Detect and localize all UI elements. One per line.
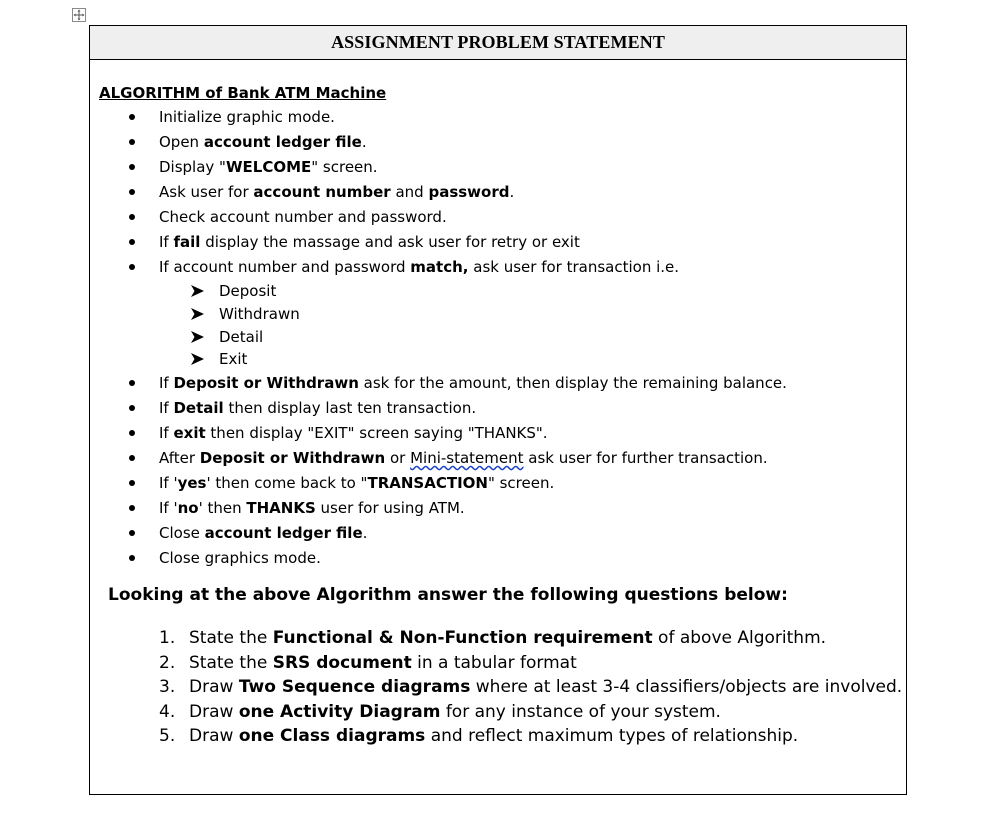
text-run: Draw <box>189 677 239 697</box>
text-run: Deposit <box>219 282 277 300</box>
question-item <box>90 700 902 725</box>
bullet-dot-icon <box>129 189 135 195</box>
bold-text: fail <box>173 233 201 251</box>
text-run: . <box>361 133 367 151</box>
text-run: display the massage and ask user for retry or exit <box>200 233 580 251</box>
sub-list-item <box>90 280 787 303</box>
bullet-dot-icon <box>129 480 135 486</box>
bold-text: account number <box>253 183 391 201</box>
text-run: then display last ten transaction. <box>223 399 477 418</box>
bullet-dot-icon <box>129 114 135 120</box>
bullet-dot-icon <box>129 264 135 270</box>
arrowhead-bullet-icon <box>190 326 206 348</box>
bold-text: TRANSACTION <box>367 474 488 493</box>
text-run: . <box>362 524 368 543</box>
text-run: Draw <box>189 726 239 746</box>
bold-text: no <box>177 499 199 518</box>
bold-text: exit <box>173 424 206 443</box>
list-item <box>90 155 787 180</box>
question-item <box>90 724 902 749</box>
bold-text: THANKS <box>246 499 316 518</box>
bullet-dot-icon <box>129 430 135 436</box>
algorithm-steps-list <box>90 105 787 571</box>
list-item <box>90 396 787 421</box>
text-run: Draw <box>189 701 239 722</box>
bullet-dot-icon <box>129 164 135 170</box>
text-run: Exit <box>219 350 248 369</box>
questions-heading: Looking at the above Algorithm answer the following questions below: <box>108 585 788 605</box>
spellcheck-text: Mini-statement <box>410 449 524 468</box>
text-run: where at least 3-4 classifiers/objects are involved. <box>470 677 903 697</box>
list-item <box>90 421 787 446</box>
list-item <box>90 371 787 396</box>
bold-text: Deposit or Withdrawn <box>173 374 359 393</box>
text-run: If <box>159 399 174 418</box>
bold-text: Deposit or Withdrawn <box>199 449 386 468</box>
bullet-dot-icon <box>129 530 135 536</box>
list-item <box>90 205 787 230</box>
text-run: user for using ATM. <box>315 499 465 518</box>
bold-text: account ledger file <box>204 524 363 543</box>
question-number: 5. <box>159 726 176 746</box>
bullet-dot-icon <box>129 405 135 411</box>
text-run: Detail <box>219 327 264 346</box>
bullet-dot-icon <box>129 380 135 386</box>
text-run: After <box>159 449 200 468</box>
bold-text: Functional & Non-Function requirement <box>272 628 653 648</box>
bold-text: WELCOME <box>225 158 312 176</box>
text-run: If <box>159 233 174 251</box>
assignment-table <box>89 25 907 795</box>
bold-text: Detail <box>173 399 224 418</box>
sub-list-item <box>90 326 787 349</box>
page-title: ASSIGNMENT PROBLEM STATEMENT <box>331 32 665 52</box>
text-run: ask user for further transaction. <box>523 449 768 468</box>
question-item <box>90 675 902 700</box>
text-run: Initialize graphic mode. <box>159 108 335 126</box>
algorithm-title: ALGORITHM of Bank ATM Machine <box>99 84 387 102</box>
bold-text: one Activity Diagram <box>238 701 441 722</box>
table-move-handle-icon[interactable] <box>72 8 86 22</box>
text-run: of above Algorithm. <box>652 628 827 648</box>
bullet-dot-icon <box>129 239 135 245</box>
list-item <box>90 105 787 130</box>
bullet-dot-icon <box>129 455 135 461</box>
text-run: or <box>385 449 411 468</box>
question-number: 2. <box>159 652 176 673</box>
arrowhead-bullet-icon <box>190 303 206 325</box>
text-run: State the <box>189 652 273 673</box>
text-run: ask for the amount, then display the remaining balance. <box>358 374 787 393</box>
text-run: ask user for transaction i.e. <box>468 258 680 276</box>
text-run: State the <box>189 628 273 648</box>
bold-text: SRS document <box>272 652 412 673</box>
text-run: Withdrawn <box>219 304 300 323</box>
bold-text: yes <box>177 474 207 493</box>
question-item <box>90 651 902 676</box>
text-run: If ' <box>159 499 178 518</box>
bold-text: match, <box>410 258 469 276</box>
list-item <box>90 496 787 521</box>
text-run: . <box>509 183 515 201</box>
sub-list-item <box>90 303 787 326</box>
text-run: Display " <box>159 158 226 176</box>
list-item <box>90 230 787 255</box>
text-run: ' then come back to " <box>206 474 368 493</box>
bullet-dot-icon <box>129 555 135 561</box>
text-run: Check account number and password. <box>159 208 447 226</box>
bold-text: account ledger file <box>203 133 362 151</box>
bold-text: password <box>428 183 510 201</box>
arrowhead-bullet-icon <box>190 280 206 302</box>
text-run: and reflect maximum types of relationship. <box>425 726 799 746</box>
text-run: Close <box>159 524 205 543</box>
bullet-dot-icon <box>129 139 135 145</box>
arrowhead-bullet-icon <box>190 348 206 370</box>
question-number: 3. <box>159 677 176 697</box>
list-item <box>90 255 787 280</box>
text-run: for any instance of your system. <box>440 701 721 722</box>
text-run: If ' <box>159 474 178 493</box>
table-header <box>90 26 906 60</box>
bullet-dot-icon <box>129 214 135 220</box>
text-run: Ask user for <box>159 183 254 201</box>
text-run: Open <box>159 133 204 151</box>
sub-list-item <box>90 348 787 371</box>
question-number: 4. <box>159 701 176 722</box>
bullet-dot-icon <box>129 505 135 511</box>
question-number: 1. <box>159 628 176 648</box>
text-run: in a tabular format <box>411 652 577 673</box>
text-run: ' then <box>198 499 247 518</box>
list-item <box>90 130 787 155</box>
bold-text: one Class diagrams <box>238 726 426 746</box>
text-run: and <box>390 183 429 201</box>
text-run: " screen. <box>311 158 378 176</box>
text-run: If account number and password <box>159 258 411 276</box>
list-item <box>90 446 787 471</box>
text-run: " screen. <box>487 474 555 493</box>
text-run: If <box>159 424 174 443</box>
bold-text: Two Sequence diagrams <box>238 677 471 697</box>
list-item <box>90 471 787 496</box>
question-item <box>90 626 902 651</box>
list-item <box>90 180 787 205</box>
text-run: Close graphics mode. <box>159 549 321 568</box>
questions-list <box>90 626 902 749</box>
list-item <box>90 521 787 546</box>
text-run: If <box>159 374 174 393</box>
text-run: then display "EXIT" screen saying "THANKS". <box>205 424 548 443</box>
list-item <box>90 546 787 571</box>
